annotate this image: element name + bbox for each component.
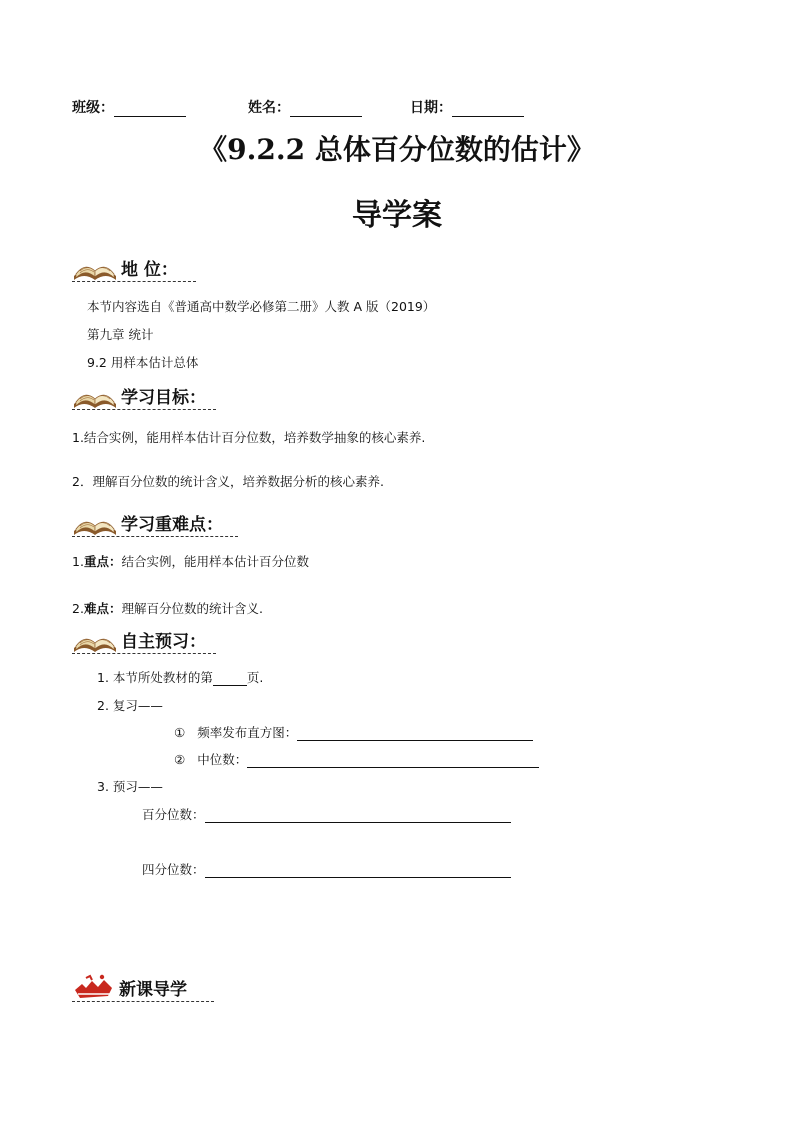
section-goals-heading xyxy=(72,380,206,410)
preview-item-1 xyxy=(97,668,263,686)
percentile-answer-line[interactable] xyxy=(205,809,511,823)
position-line-1: 本节内容选自《普通高中数学必修第二册》人教 A 版（2019） xyxy=(87,299,436,314)
page-subtitle: 导学案 xyxy=(352,198,442,233)
section-preview-heading xyxy=(72,624,206,654)
pointing-hand-icon xyxy=(72,972,116,1002)
review-item-1-label: 频率发布直方图： xyxy=(197,725,298,740)
name-blank[interactable] xyxy=(290,102,362,117)
preview-item-1-suffix: 页. xyxy=(246,670,264,685)
heading-underline xyxy=(72,1001,214,1002)
key-item-1-text: 结合实例，能用样本估计百分位数 xyxy=(121,554,309,569)
median-answer-line[interactable] xyxy=(247,754,539,768)
heading-underline xyxy=(72,409,216,410)
goal-item-2: 2．理解百分位数的统计含义，培养数据分析的核心素养. xyxy=(72,474,384,489)
section-position-heading xyxy=(72,252,178,282)
page-number-blank[interactable] xyxy=(213,672,247,686)
heading-underline xyxy=(72,653,216,654)
position-line-2: 第九章 统计 xyxy=(87,327,154,342)
section-position-title: 地 位： xyxy=(121,260,178,280)
page-title: 《9.2.2 总体百分位数的估计》 xyxy=(199,133,595,166)
quartile-answer-line[interactable] xyxy=(205,864,511,878)
open-book-icon xyxy=(72,256,118,282)
key-item-2-label: 难点： xyxy=(83,601,122,616)
review-item-2-label: 中位数： xyxy=(197,752,248,767)
preview-item-1-text: 1. 本节所处教材的第 xyxy=(97,670,213,685)
section-new-lesson-heading xyxy=(72,972,187,1002)
goal-item-1: 1.结合实例，能用样本估计百分位数，培养数学抽象的核心素养. xyxy=(72,430,426,445)
key-item-2-text: 理解百分位数的统计含义. xyxy=(121,601,263,616)
review-item-median xyxy=(174,750,539,768)
key-item-1 xyxy=(72,552,309,570)
review-item-2-num: ② xyxy=(174,752,186,767)
preview-item-3: 3. 预习—— xyxy=(97,779,163,794)
class-field xyxy=(72,97,186,117)
open-book-icon xyxy=(72,511,118,537)
section-preview-title: 自主预习： xyxy=(121,632,206,652)
section-new-lesson-title: 新课导学 xyxy=(119,980,187,1000)
section-key-title: 学习重难点： xyxy=(121,515,223,535)
percentile-field xyxy=(142,805,511,823)
quartile-label: 四分位数： xyxy=(142,862,205,877)
name-label: 姓名： xyxy=(248,100,290,116)
date-field xyxy=(410,97,524,117)
heading-underline xyxy=(72,281,196,282)
name-field xyxy=(248,97,362,117)
date-blank[interactable] xyxy=(452,102,524,117)
preview-item-2: 2. 复习—— xyxy=(97,698,163,713)
key-item-1-num: 1. xyxy=(72,554,84,569)
key-item-2-num: 2. xyxy=(72,601,84,616)
open-book-icon xyxy=(72,384,118,410)
percentile-label: 百分位数： xyxy=(142,807,205,822)
key-item-2 xyxy=(72,599,263,617)
histogram-answer-line[interactable] xyxy=(297,727,533,741)
position-line-3: 9.2 用样本估计总体 xyxy=(87,355,199,370)
review-item-1-num: ① xyxy=(174,725,186,740)
section-key-heading xyxy=(72,507,223,537)
heading-underline xyxy=(72,536,238,537)
date-label: 日期： xyxy=(410,100,452,116)
class-label: 班级： xyxy=(72,100,114,116)
section-goals-title: 学习目标： xyxy=(121,388,206,408)
quartile-field xyxy=(142,860,511,878)
open-book-icon xyxy=(72,628,118,654)
key-item-1-label: 重点： xyxy=(83,554,122,569)
review-item-histogram xyxy=(174,723,533,741)
class-blank[interactable] xyxy=(114,102,186,117)
